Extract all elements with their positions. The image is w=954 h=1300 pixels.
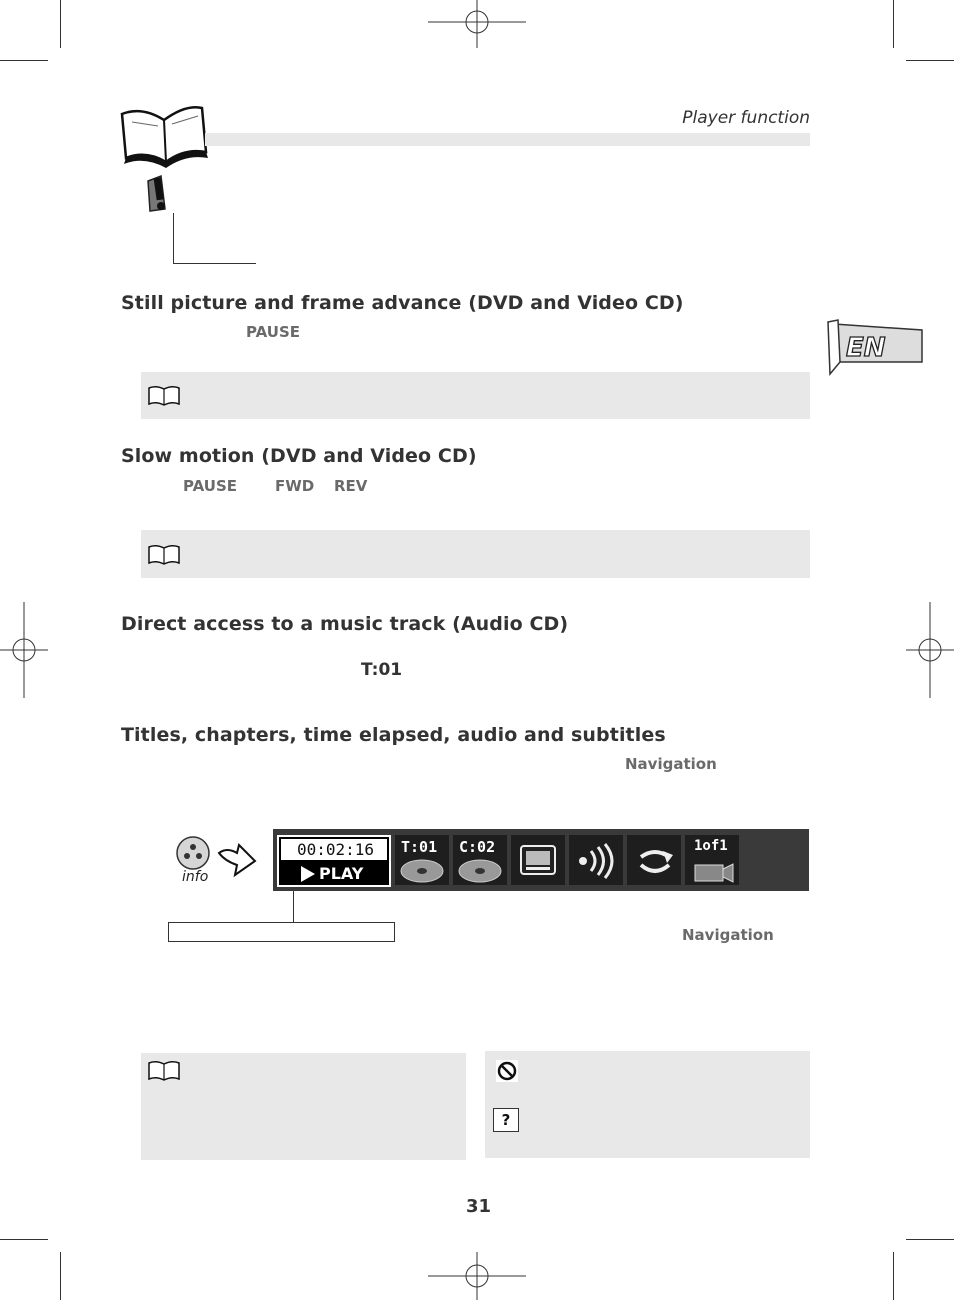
osd-angle-button[interactable]: [685, 835, 739, 885]
callout-box: [168, 922, 395, 942]
osd-time-field: [281, 839, 387, 860]
camera-icon: [691, 861, 735, 883]
book-icon: [147, 1059, 181, 1083]
info-button-icon: [175, 836, 213, 872]
crop-mark: [906, 1239, 954, 1240]
registration-mark-left: [0, 602, 48, 698]
osd-banner: [273, 829, 809, 891]
section-title: Player function: [682, 108, 810, 128]
registration-mark-right: [906, 602, 954, 698]
callout-line: [293, 891, 294, 922]
info-button-label: info: [182, 869, 209, 885]
header-rule: [205, 133, 810, 146]
book-icon: [118, 100, 210, 170]
disc-icon: [399, 853, 445, 883]
heading-direct-access: Direct access to a music track (Audio CD): [121, 613, 569, 635]
heading-slow-motion: Slow motion (DVD and Video CD): [121, 445, 477, 467]
keyword-fwd: FWD: [275, 477, 315, 495]
registration-mark-bottom: [428, 1252, 526, 1300]
crop-mark: [60, 1252, 61, 1300]
language-tab-label: EN: [846, 333, 886, 363]
help-icon: ?: [493, 1108, 519, 1132]
osd-subtitle-button[interactable]: [511, 835, 565, 885]
crop-mark: [893, 1252, 894, 1300]
osd-time-panel: [277, 835, 391, 887]
disc-icon: [457, 853, 503, 883]
osd-audio-button[interactable]: [569, 835, 623, 885]
info-box: [485, 1051, 810, 1158]
keyword-navigation: Navigation: [682, 926, 774, 944]
crop-mark: [60, 0, 61, 48]
audio-icon: [575, 843, 619, 879]
osd-status: PLAY: [319, 864, 364, 883]
keyword-navigation: Navigation: [625, 755, 717, 773]
heading-still-picture: Still picture and frame advance (DVD and Video CD): [121, 292, 684, 314]
arrow-right-icon: [215, 843, 259, 879]
prohibited-icon: [496, 1060, 518, 1082]
note-box: [141, 530, 810, 578]
osd-angle-label: 1of1: [694, 838, 728, 854]
keyword-track: T:01: [361, 660, 403, 680]
warning-icon: [143, 173, 175, 215]
book-icon: [147, 543, 181, 567]
note-line-vertical: [173, 213, 174, 263]
registration-mark-top: [428, 0, 526, 48]
keyword-pause: PAUSE: [183, 477, 237, 495]
osd-chapter-label: C:02: [459, 838, 496, 856]
note-box: [141, 372, 810, 419]
book-icon: [147, 384, 181, 408]
crop-mark: [893, 0, 894, 48]
keyword-rev: REV: [334, 477, 368, 495]
crop-mark: [906, 60, 954, 61]
page-number: 31: [466, 1196, 492, 1217]
osd-title-button[interactable]: [395, 835, 449, 885]
heading-titles-chapters: Titles, chapters, time elapsed, audio and subtitles: [121, 724, 666, 746]
keyword-pause: PAUSE: [246, 323, 300, 341]
osd-repeat-button[interactable]: [627, 835, 681, 885]
repeat-icon: [633, 843, 677, 879]
osd-time: 00:02:16: [297, 840, 375, 859]
play-icon: [301, 866, 315, 882]
crop-mark: [0, 1239, 48, 1240]
note-box: [141, 1053, 466, 1160]
note-line-horizontal: [173, 263, 256, 264]
subtitle-icon: [519, 844, 557, 876]
osd-title-label: T:01: [401, 838, 438, 856]
osd-chapter-button[interactable]: [453, 835, 507, 885]
crop-mark: [0, 60, 48, 61]
language-tab: [826, 318, 926, 378]
